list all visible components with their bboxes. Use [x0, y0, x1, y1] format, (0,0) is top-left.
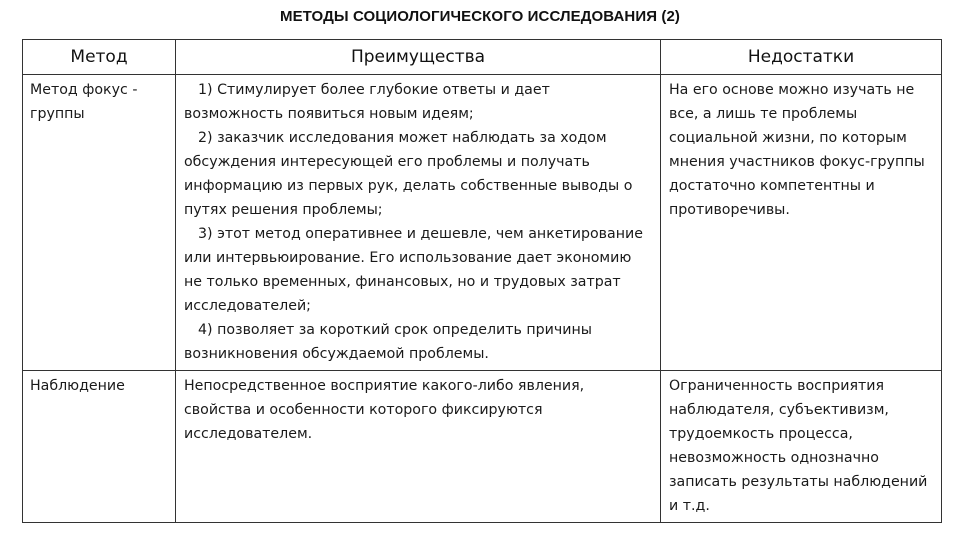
disadvantages-cell	[661, 371, 942, 523]
method-cell	[23, 371, 176, 523]
disadvantage-text: На его основе можно изучать не все, а лишь те проблемы социальной жизни, по которым мнения участников фокус-группы достаточно компетентны и противоречивы.	[669, 82, 925, 218]
advantage-item: 3) этот метод оперативнее и дешевле, чем анкетирование или интервьюирование. Его использование дает экономию не только временных, финансовых, но и трудовых затрат исследователей;	[184, 226, 643, 314]
header-advantages: Преимущества	[176, 40, 661, 75]
table-row-focus-group	[23, 75, 942, 371]
method-name: Метод фокус - группы	[30, 82, 138, 122]
header-method: Метод	[23, 40, 176, 75]
advantage-item: 1) Стимулирует более глубокие ответы и дает возможность появиться новым идеям;	[184, 82, 550, 122]
advantage-item: 4) позволяет за короткий срок определить причины возникновения обсуждаемой проблемы.	[184, 322, 592, 362]
method-name: Наблюдение	[30, 378, 125, 394]
header-disadvantages: Недостатки	[661, 40, 942, 75]
table-header-row	[23, 40, 942, 75]
method-cell	[23, 75, 176, 371]
advantages-cell	[176, 75, 661, 371]
advantages-cell	[176, 371, 661, 523]
methods-table	[22, 39, 942, 523]
advantage-text: Непосредственное восприятие какого-либо явления, свойства и особенности которого фиксируются исследователем.	[184, 378, 585, 442]
table-row-observation	[23, 371, 942, 523]
disadvantage-text: Ограниченность восприятия наблюдателя, субъективизм, трудоемкость процесса, невозможность однозначно записать результаты наблюдений и т.д.	[669, 378, 928, 514]
advantage-item: 2) заказчик исследования может наблюдать за ходом обсуждения интересующей его проблемы и получать информацию из первых рук, делать собственные выводы о путях решения проблемы;	[184, 130, 633, 218]
page-title: МЕТОДЫ СОЦИОЛОГИЧЕСКОГО ИССЛЕДОВАНИЯ (2)	[279, 8, 681, 25]
disadvantages-cell	[661, 75, 942, 371]
